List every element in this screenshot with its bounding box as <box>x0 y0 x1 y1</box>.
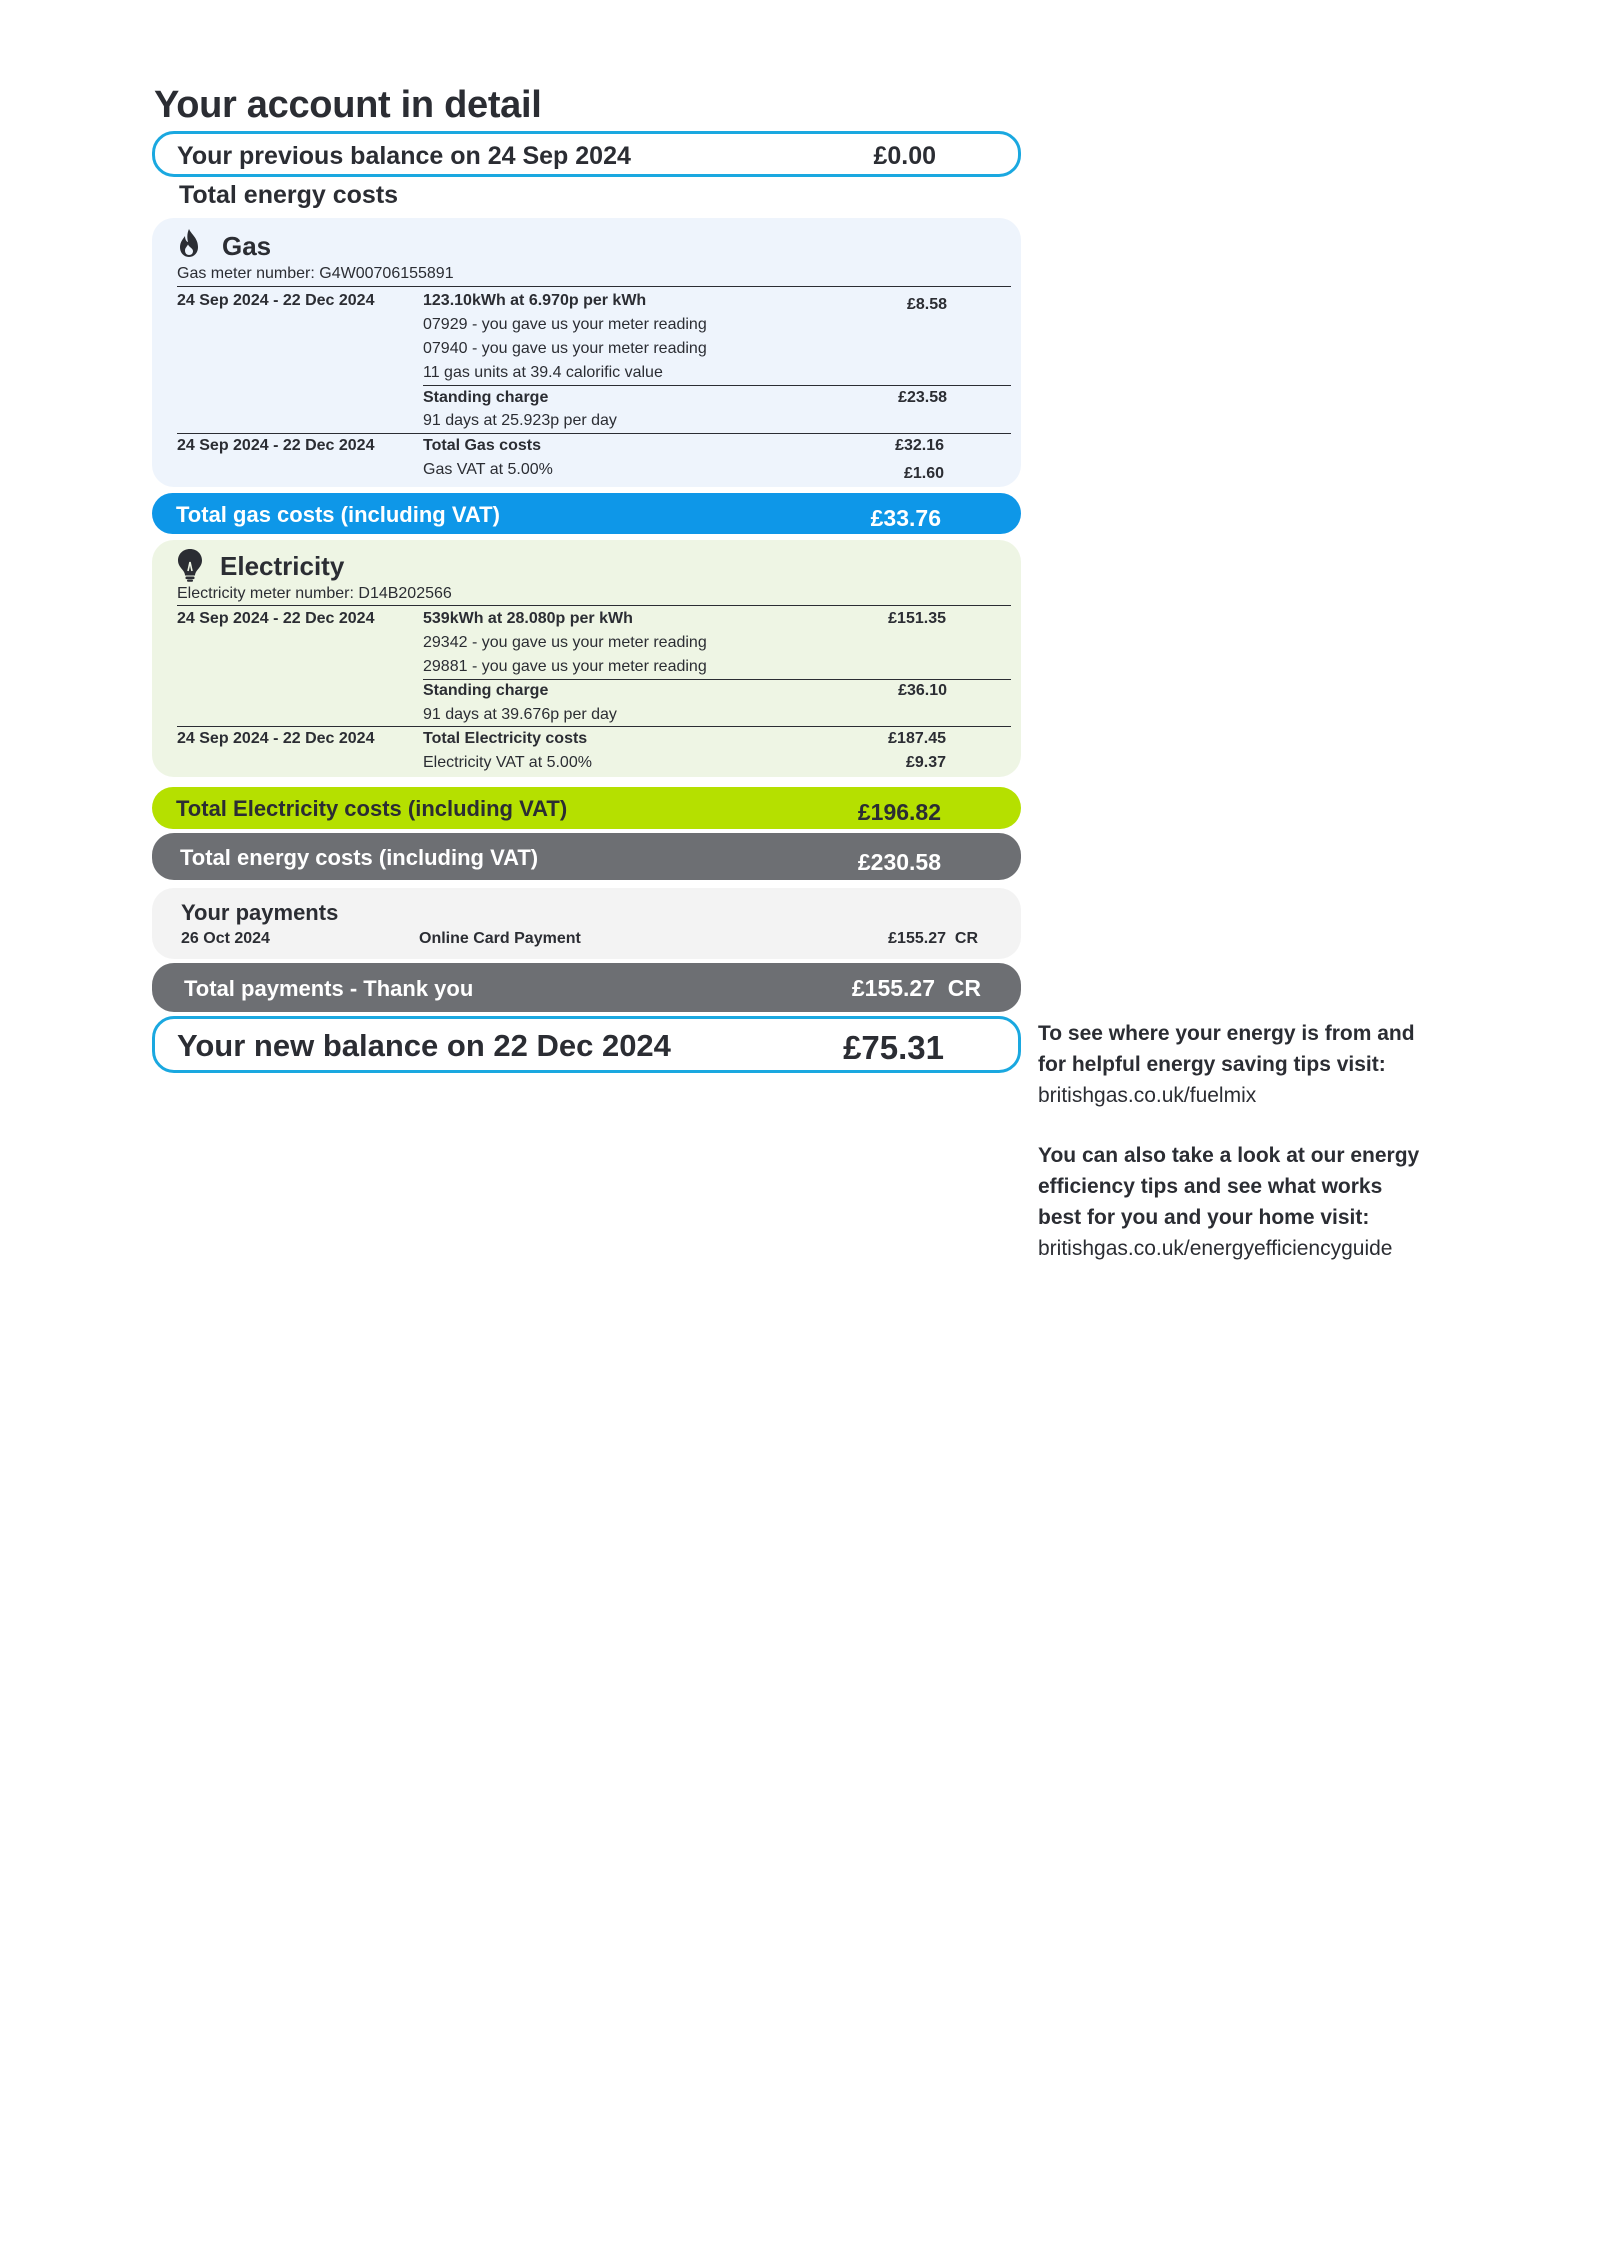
total-payments-bar-label: Total payments - Thank you <box>184 976 474 1001</box>
gas-standing-amount: £23.58 <box>898 389 947 406</box>
divider <box>423 385 1011 386</box>
gas-vat-label: Gas VAT at 5.00% <box>423 461 553 478</box>
payment-method: Online Card Payment <box>419 930 581 947</box>
electricity-usage: 539kWh at 28.080p per kWh <box>423 610 633 627</box>
electricity-vat-label: Electricity VAT at 5.00% <box>423 754 592 771</box>
gas-usage: 123.10kWh at 6.970p per kWh <box>423 292 647 309</box>
electricity-total-bar <box>152 787 1021 829</box>
gas-standing-label: Standing charge <box>423 389 549 406</box>
electricity-total-label: Total Electricity costs <box>423 730 588 747</box>
gas-total-bar-label: Total gas costs (including VAT) <box>176 502 500 527</box>
page-title: Your account in detail <box>154 84 542 126</box>
fuelmix-info <box>1038 1018 1478 1111</box>
electricity-reading-1: 29342 - you gave us your meter reading <box>423 634 707 651</box>
efficiency-link[interactable]: britishgas.co.uk/energyefficiencyguide <box>1038 1237 1393 1260</box>
gas-period: 24 Sep 2024 - 22 Dec 2024 <box>177 292 375 309</box>
gas-calorific: 11 gas units at 39.4 calorific value <box>423 364 663 381</box>
total-energy-bar-label: Total energy costs (including VAT) <box>180 845 539 870</box>
divider <box>177 433 1011 434</box>
gas-total-bar <box>152 493 1021 534</box>
fuelmix-text-line-2: for helpful energy saving tips visit: <box>1038 1053 1386 1076</box>
divider <box>177 605 1011 606</box>
gas-total-amount: £32.16 <box>895 437 944 454</box>
total-energy-heading: Total energy costs <box>179 181 399 209</box>
efficiency-info <box>1038 1140 1478 1264</box>
previous-balance-amount: £0.00 <box>873 142 936 170</box>
gas-total-bar-amount: £33.76 <box>870 505 941 531</box>
payment-date: 26 Oct 2024 <box>181 930 270 947</box>
previous-balance-label: Your previous balance on 24 Sep 2024 <box>177 142 631 170</box>
previous-balance-row <box>152 131 1021 177</box>
electricity-total-amount: £187.45 <box>888 730 946 747</box>
flame-icon <box>178 228 200 258</box>
new-balance-amount: £75.31 <box>843 1029 944 1066</box>
efficiency-text-line-2: efficiency tips and see what works <box>1038 1175 1383 1198</box>
gas-total-label: Total Gas costs <box>423 437 541 454</box>
electricity-total-bar-label: Total Electricity costs (including VAT) <box>176 796 568 821</box>
electricity-standing-detail: 91 days at 39.676p per day <box>423 706 617 723</box>
gas-reading-1: 07929 - you gave us your meter reading <box>423 316 707 333</box>
payment-amount: £155.27 CR <box>888 930 978 947</box>
total-energy-bar-amount: £230.58 <box>857 849 941 875</box>
electricity-meter-number: Electricity meter number: D14B202566 <box>177 585 452 602</box>
electricity-usage-amount: £151.35 <box>888 610 946 627</box>
divider <box>177 726 1011 727</box>
electricity-vat-amount: £9.37 <box>905 754 946 771</box>
electricity-standing-label: Standing charge <box>423 682 549 699</box>
divider <box>177 286 1011 287</box>
total-energy-bar <box>152 833 1021 880</box>
electricity-period: 24 Sep 2024 - 22 Dec 2024 <box>177 610 375 627</box>
electricity-total-period: 24 Sep 2024 - 22 Dec 2024 <box>177 730 375 747</box>
gas-heading: Gas <box>222 231 272 261</box>
total-payments-bar-amount: £155.27 CR <box>851 975 981 1001</box>
gas-reading-2: 07940 - you gave us your meter reading <box>423 340 707 357</box>
fuelmix-text-line-1: To see where your energy is from and <box>1038 1022 1415 1045</box>
divider <box>423 679 1011 680</box>
electricity-reading-2: 29881 - you gave us your meter reading <box>423 658 707 675</box>
electricity-standing-amount: £36.10 <box>898 682 947 699</box>
new-balance-row <box>152 1016 1021 1073</box>
payments-heading: Your payments <box>181 900 339 925</box>
gas-meter-number: Gas meter number: G4W00706155891 <box>177 265 454 282</box>
new-balance-label: Your new balance on 22 Dec 2024 <box>177 1028 671 1063</box>
total-payments-bar <box>152 963 1021 1012</box>
gas-standing-detail: 91 days at 25.923p per day <box>423 412 617 429</box>
gas-usage-amount: £8.58 <box>906 296 947 313</box>
electricity-total-bar-amount: £196.82 <box>857 799 941 825</box>
lightbulb-icon <box>177 548 203 582</box>
electricity-heading: Electricity <box>220 551 345 581</box>
gas-vat-amount: £1.60 <box>903 465 944 482</box>
gas-total-period: 24 Sep 2024 - 22 Dec 2024 <box>177 437 375 454</box>
fuelmix-link[interactable]: britishgas.co.uk/fuelmix <box>1038 1084 1257 1107</box>
efficiency-text-line-3: best for you and your home visit: <box>1038 1206 1370 1229</box>
efficiency-text-line-1: You can also take a look at our energy <box>1038 1144 1420 1167</box>
